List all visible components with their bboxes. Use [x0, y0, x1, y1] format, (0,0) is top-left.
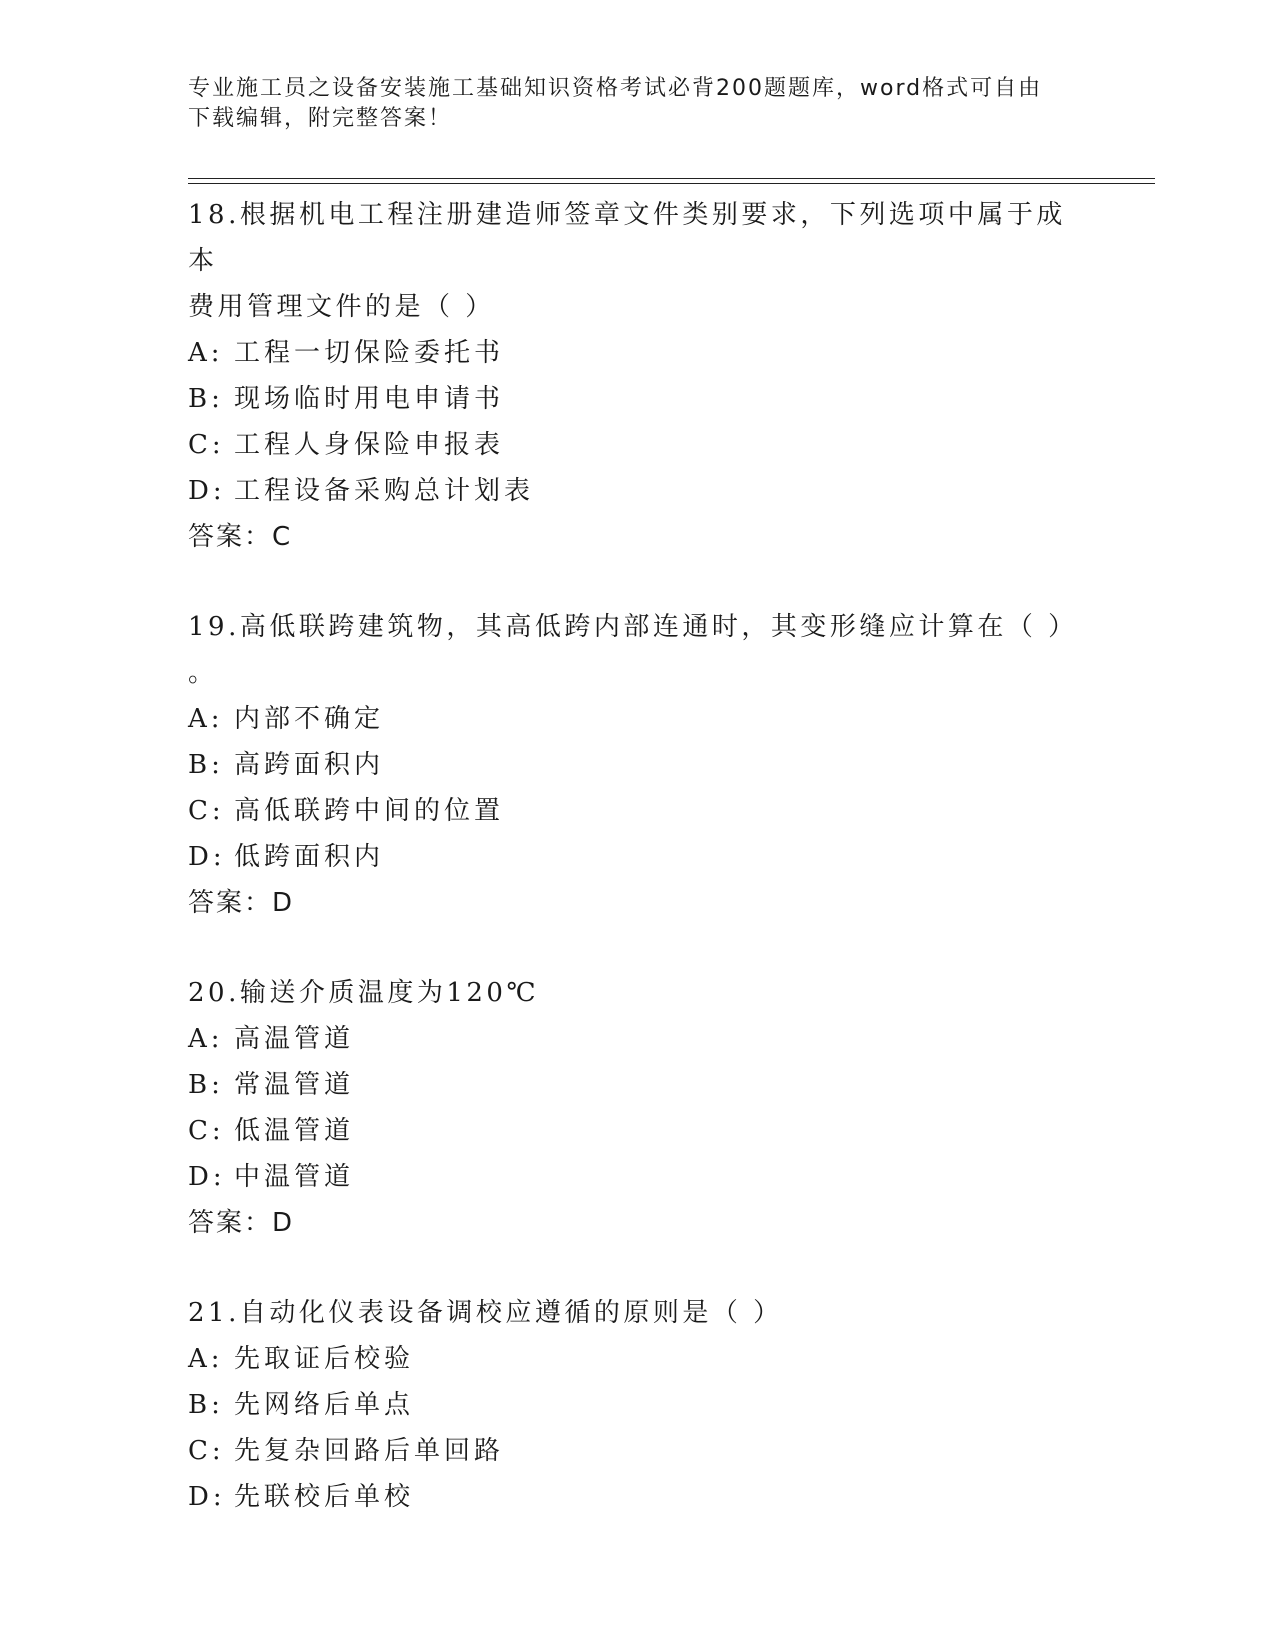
option-text: 中温管道 [234, 1162, 355, 1192]
question-text-continued: 费用管理文件的是（ ） [188, 292, 495, 322]
header-divider-top [188, 178, 1155, 179]
option-letter: A: [188, 1344, 224, 1374]
question-text: 18.根据机电工程注册建造师签章文件类别要求，下列选项中属于成本 [188, 200, 1066, 276]
option-letter: C: [188, 430, 225, 460]
option-letter: D: [188, 842, 226, 872]
option-letter: D: [188, 476, 226, 506]
option-b [188, 1382, 1088, 1428]
option-d [188, 834, 1088, 880]
option-b [188, 376, 1088, 422]
option-letter: C: [188, 1116, 225, 1146]
option-text: 工程一切保险委托书 [234, 338, 505, 368]
question-text: 21.自动化仪表设备调校应遵循的原则是（ ） [188, 1298, 783, 1328]
answer-line: 答案：D [188, 1208, 295, 1238]
header-line-2: 下载编辑，附完整答案！ [188, 106, 453, 131]
question-text-continued: 。 [188, 658, 218, 688]
option-a [188, 696, 1088, 742]
option-letter: C: [188, 1436, 225, 1466]
option-letter: A: [188, 338, 224, 368]
question-21 [188, 1290, 1088, 1520]
question-text: 19.高低联跨建筑物，其高低跨内部连通时，其变形缝应计算在（ ） [188, 612, 1078, 642]
option-text: 低温管道 [234, 1116, 355, 1146]
option-text: 内部不确定 [234, 704, 385, 734]
header-divider-bottom [188, 183, 1155, 184]
answer-line: 答案：D [188, 888, 295, 918]
option-text: 常温管道 [234, 1070, 355, 1100]
option-letter: C: [188, 796, 225, 826]
document-header [188, 74, 1068, 134]
option-c [188, 422, 1088, 468]
answer-line: 答案：C [188, 522, 293, 552]
question-text: 20.输送介质温度为120℃ [188, 978, 540, 1008]
option-text: 先联校后单校 [234, 1482, 415, 1512]
option-text: 工程人身保险申报表 [234, 430, 505, 460]
option-b [188, 1062, 1088, 1108]
option-text: 先复杂回路后单回路 [234, 1436, 505, 1466]
option-c [188, 1108, 1088, 1154]
option-text: 先网络后单点 [234, 1390, 415, 1420]
option-c [188, 788, 1088, 834]
option-a [188, 1016, 1088, 1062]
option-c [188, 1428, 1088, 1474]
header-line-1: 专业施工员之设备安装施工基础知识资格考试必背200题题库，word格式可自由 [188, 76, 1043, 101]
question-19 [188, 604, 1088, 926]
option-text: 高跨面积内 [234, 750, 385, 780]
question-20 [188, 970, 1088, 1246]
option-a [188, 330, 1088, 376]
option-letter: B: [188, 1390, 224, 1420]
option-letter: B: [188, 1070, 224, 1100]
option-text: 高低联跨中间的位置 [234, 796, 505, 826]
question-list [188, 192, 1088, 1564]
option-letter: D: [188, 1162, 226, 1192]
option-a [188, 1336, 1088, 1382]
option-text: 现场临时用电申请书 [234, 384, 505, 414]
option-text: 高温管道 [234, 1024, 355, 1054]
option-d [188, 1474, 1088, 1520]
option-d [188, 1154, 1088, 1200]
question-18 [188, 192, 1088, 560]
option-letter: D: [188, 1482, 226, 1512]
option-b [188, 742, 1088, 788]
option-text: 先取证后校验 [234, 1344, 415, 1374]
option-letter: B: [188, 750, 224, 780]
option-letter: B: [188, 384, 224, 414]
option-letter: A: [188, 1024, 224, 1054]
option-text: 工程设备采购总计划表 [234, 476, 535, 506]
option-d [188, 468, 1088, 514]
option-text: 低跨面积内 [234, 842, 385, 872]
option-letter: A: [188, 704, 224, 734]
